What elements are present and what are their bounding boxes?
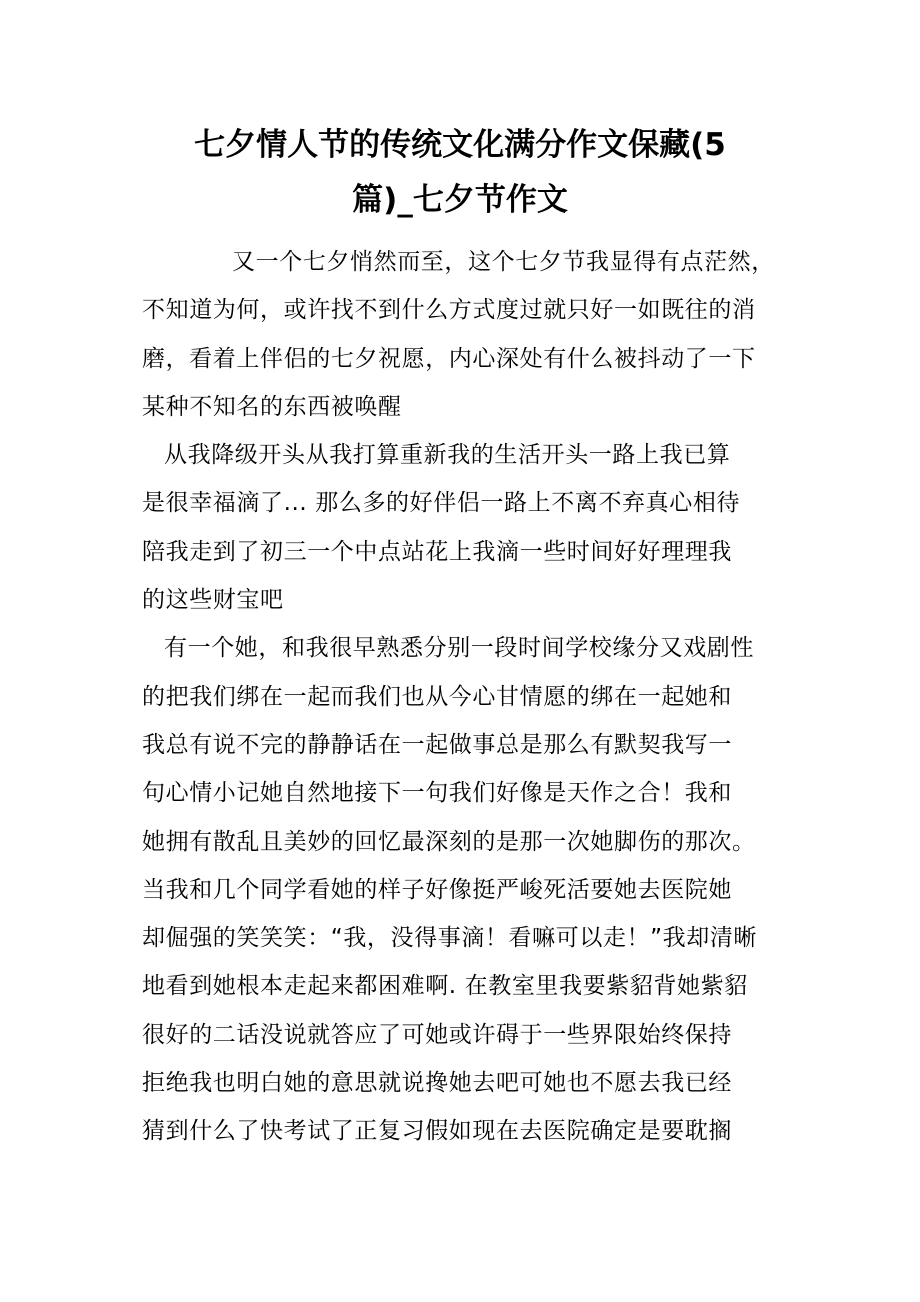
document-title-line-1: 七夕情人节的传统文化满分作文保藏(5 (194, 127, 726, 163)
text-line: 的这些财宝吧 (142, 587, 284, 614)
text-line: 是很幸福滴了... 那么多的好伴侣一路上不离不弃真心相待 (142, 490, 741, 517)
text-line: 某种不知名的东西被唤醒 (142, 393, 402, 420)
text-line: 地看到她根本走起来都困难啊. 在教室里我要紫貂背她紫貂 (142, 973, 748, 1000)
text-line: 从我降级开头从我打算重新我的生活开头一路上我已算 (164, 442, 731, 469)
text-line: 又一个七夕悄然而至，这个七夕节我显得有点茫然， (232, 249, 775, 275)
text-line: 猜到什么了快考试了正复习假如现在去医院确定是要耽搁 (142, 1118, 732, 1145)
text-line: 很好的二话没说就答应了可她或许碍于一些界限始终保持 (142, 1021, 732, 1048)
text-line: 她拥有散乱且美妙的回忆最深刻的是那一次她脚伤的那次。 (142, 828, 756, 855)
text-line: 句心情小记她自然地接下一句我们好像是天作之合！我和 (142, 780, 732, 807)
document-title-line-2: 篇)_七夕节作文 (352, 182, 568, 218)
text-line: 当我和几个同学看她的样子好像挺严峻死活要她去医院她 (142, 876, 732, 903)
text-line: 我总有说不完的静静话在一起做事总是那么有默契我写一 (142, 731, 732, 758)
text-line: 拒绝我也明白她的意思就说搀她去吧可她也不愿去我已经 (142, 1070, 732, 1097)
document-body (142, 238, 802, 1156)
text-line: 陪我走到了初三一个中点站花上我滴一些时间好好理理我 (142, 538, 732, 565)
text-line: 有一个她，和我很早熟悉分别一段时间学校缘分又戏剧性 (164, 635, 754, 662)
text-line: 却倔强的笑笑笑：“我，没得事滴！看嘛可以走！”我却清晰 (142, 925, 758, 952)
text-line: 磨，看着上伴侣的七夕祝愿，内心深处有什么被抖动了一下 (142, 345, 756, 372)
text-line: 不知道为何，或许找不到什么方式度过就只好一如既往的消 (142, 297, 756, 324)
text-line: 的把我们绑在一起而我们也从今心甘情愿的绑在一起她和 (142, 683, 732, 710)
